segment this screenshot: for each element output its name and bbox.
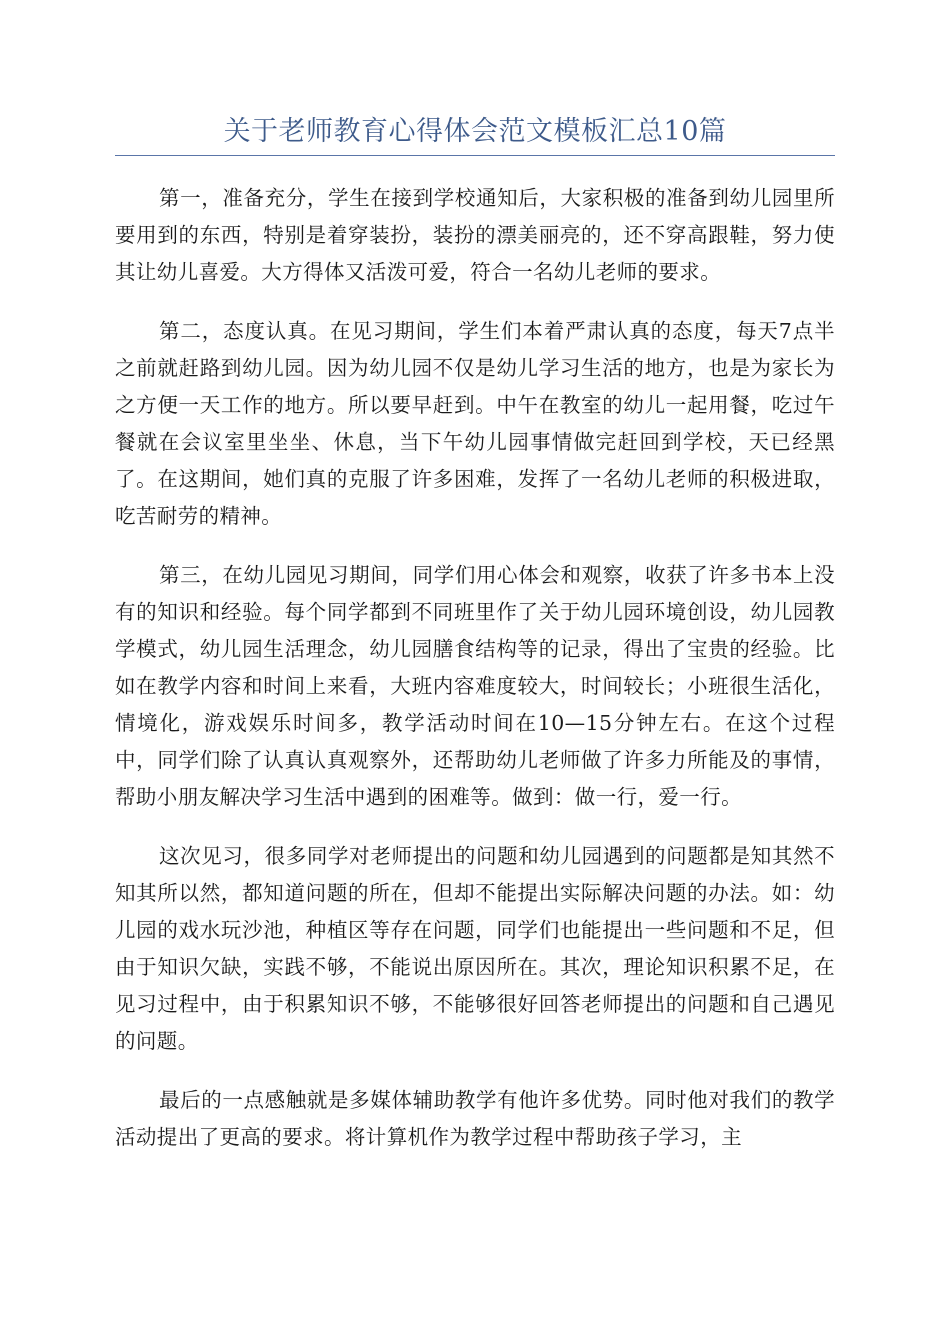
paragraph-3: 第三，在幼儿园见习期间，同学们用心体会和观察，收获了许多书本上没有的知识和经验。每个同学都到不同班里作了关于幼儿园环境创设，幼儿园教学模式，幼儿园生活理念，幼儿园膳食结构等的记录，得出了宝贵的经验。比如在教学内容和时间上来看，大班内容难度较大，时间较长；小班很生活化，情境化，游戏娱乐时间多，教学活动时间在10—15分钟左右。在这个过程中，同学们除了认真认真观察外，还帮助幼儿老师做了许多力所能及的事情，帮助小朋友解决学习生活中遇到的困难等。做到：做一行，爱一行。 bbox=[115, 563, 835, 809]
document-body bbox=[115, 180, 835, 1178]
document-title: 关于老师教育心得体会范文模板汇总10篇 bbox=[223, 116, 727, 147]
paragraph-2: 第二，态度认真。在见习期间，学生们本着严肃认真的态度，每天7点半之前就赶路到幼儿园。因为幼儿园不仅是幼儿学习生活的地方，也是为家长为之方便一天工作的地方。所以要早赶到。中午在教室的幼儿一起用餐，吃过午餐就在会议室里坐坐、休息，当下午幼儿园事情做完赶回到学校，天已经黑了。在这期间，她们真的克服了许多困难，发挥了一名幼儿老师的积极进取，吃苦耐劳的精神。 bbox=[115, 319, 835, 528]
paragraph-5: 最后的一点感触就是多媒体辅助教学有他许多优势。同时他对我们的教学活动提出了更高的要求。将计算机作为教学过程中帮助孩子学习，主 bbox=[115, 1088, 835, 1149]
paragraph-1: 第一，准备充分，学生在接到学校通知后，大家积极的准备到幼儿园里所要用到的东西，特别是着穿装扮，装扮的漂美丽亮的，还不穿高跟鞋，努力使其让幼儿喜爱。大方得体又活泼可爱，符合一名幼儿老师的要求。 bbox=[115, 186, 835, 284]
paragraph-4: 这次见习，很多同学对老师提出的问题和幼儿园遇到的问题都是知其然不知其所以然，都知道问题的所在，但却不能提出实际解决问题的办法。如：幼儿园的戏水玩沙池，种植区等存在问题，同学们也能提出一些问题和不足，但由于知识欠缺，实践不够，不能说出原因所在。其次，理论知识积累不足，在见习过程中，由于积累知识不够，不能够很好回答老师提出的问题和自己遇见的问题。 bbox=[115, 844, 835, 1053]
title-underline bbox=[115, 155, 835, 156]
